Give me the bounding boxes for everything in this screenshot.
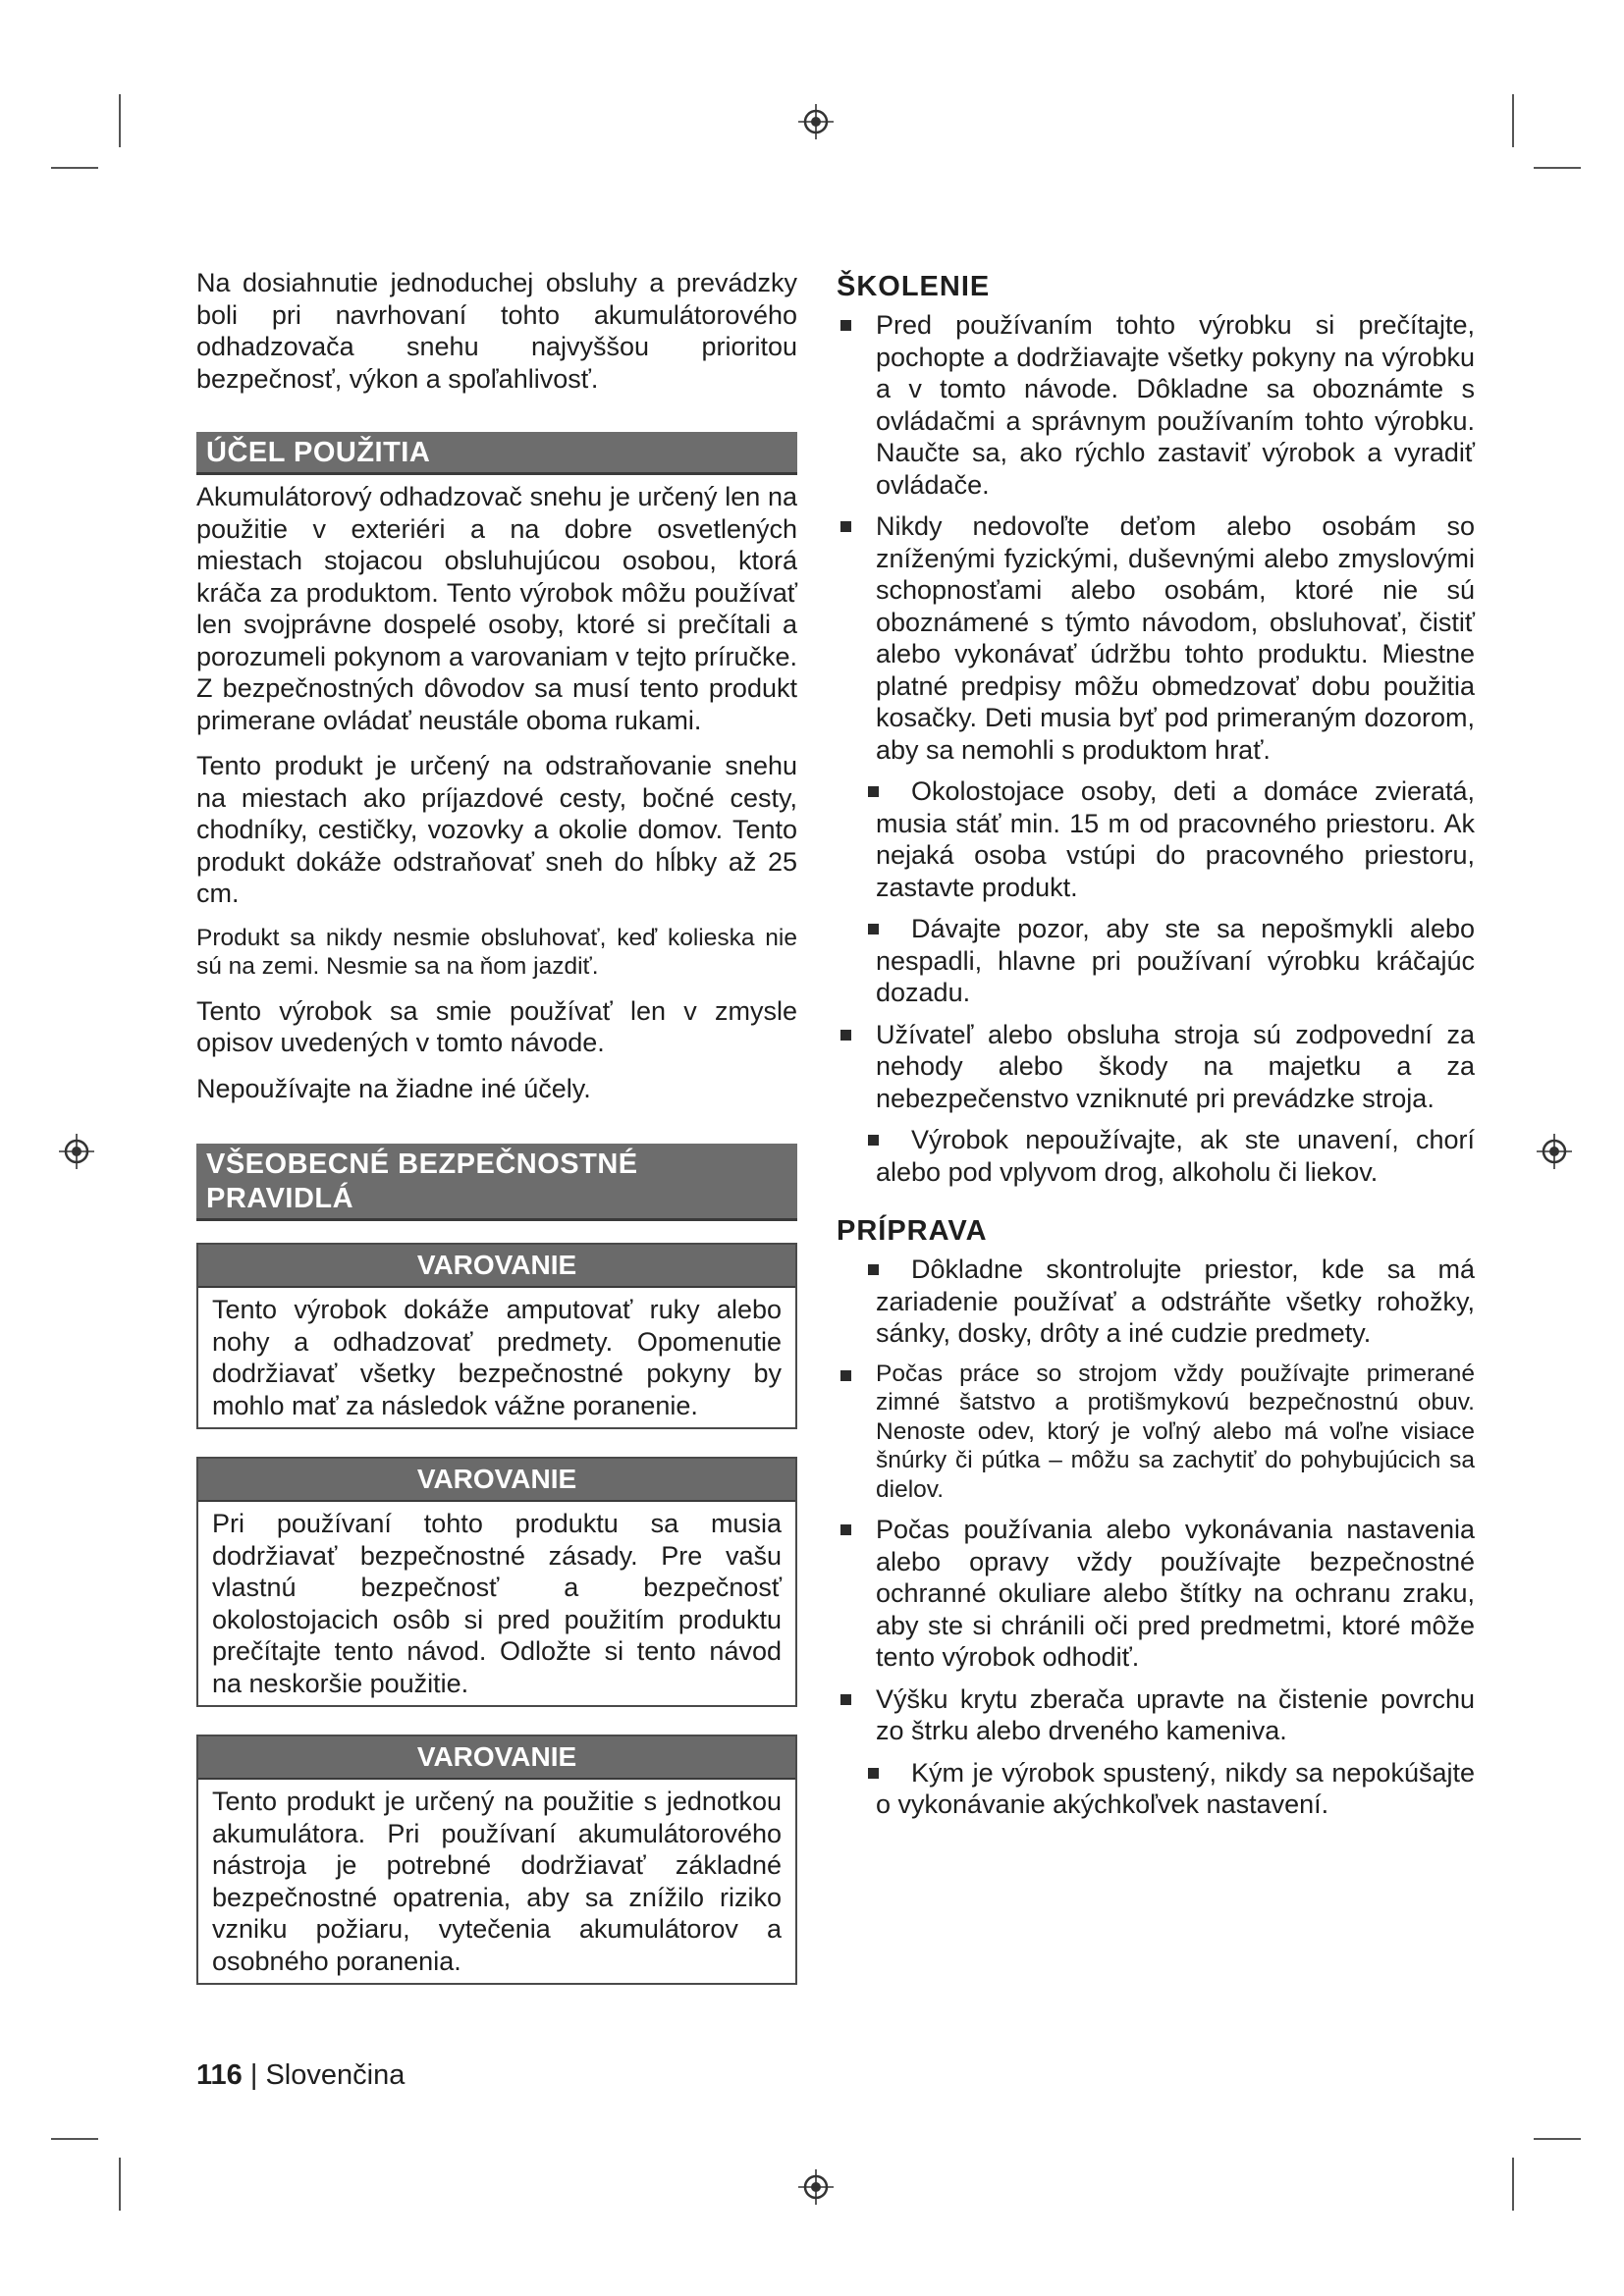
footer-separator: | (249, 2059, 258, 2091)
purpose-paragraph: Tento výrobok sa smie používať len v zmysle opisov uvedených v tomto návode. (196, 995, 797, 1057)
list-item-text: Výrobok nepoužívajte, ak ste unavení, chorí alebo pod vplyvom drog, alkoholu či liekov. (876, 1125, 1475, 1187)
crop-mark (1534, 167, 1581, 169)
page-footer (196, 2059, 405, 2092)
warning-heading: VAROVANIE (198, 1736, 795, 1780)
warning-box (196, 1457, 797, 1707)
left-column (196, 267, 797, 2012)
purpose-paragraph: Tento produkt je určený na odstraňovanie snehu na miestach ako príjazdové cesty, bočné cesty, chodníky, cestičky, vozovky a okolie domov. Tento produkt dokáže odstraňovať sneh do hĺbky až 25 cm. (196, 751, 797, 908)
bullet-square-icon (840, 320, 851, 331)
purpose-paragraph: Nepoužívajte na žiadne iné účely. (196, 1073, 591, 1103)
registration-mark-icon (57, 1132, 96, 1171)
list-item (837, 510, 1475, 766)
list-item (837, 1514, 1475, 1674)
warning-heading: VAROVANIE (198, 1459, 795, 1502)
bullet-square-icon (868, 1135, 879, 1146)
list-item-text: Užívateľ alebo obsluha stroja sú zodpovední za nehody alebo škody na majetku a za nebezpečenstvo vzniknuté pri prevádzke stroja. (876, 1019, 1475, 1113)
page-number: 116 (196, 2059, 243, 2091)
registration-mark-icon (1535, 1132, 1574, 1171)
crop-mark (1534, 2138, 1581, 2140)
list-item (837, 1360, 1475, 1505)
list-item-text: Kým je výrobok spustený, nikdy sa nepokúšajte o vykonávanie akýchkoľvek nastavení. (876, 1757, 1475, 1819)
bullet-square-icon (840, 521, 851, 532)
registration-mark-icon (796, 102, 836, 141)
footer-language: Slovenčina (265, 2059, 406, 2091)
crop-mark (51, 167, 98, 169)
list-item (837, 1757, 1475, 1821)
list-item-text: Pred používaním tohto výrobku si prečítajte, pochopte a dodržiavajte všetky pokyny na výrobku a v tomto návode. Dôkladne sa oboznámte s ovládačmi a správnym používaním tohto výrobku. Naučte sa, ako rýchlo zastaviť výrobok a vyradiť ovládače. (876, 310, 1475, 500)
list-item (837, 1254, 1475, 1350)
warning-box (196, 1735, 797, 1985)
bullet-square-icon (868, 924, 879, 934)
list-item-text: Počas používania alebo vykonávania nastavenia alebo opravy vždy používajte bezpečnostné ochranné okuliare alebo štítky na ochranu zraku, aby ste si chránili oči pred predmetmi, ktoré môže tento výrobok odhodiť. (876, 1515, 1475, 1672)
list-item-text: Dávajte pozor, aby ste sa nepošmykli alebo nespadli, hlavne pri používaní výrobku kráčajúc dozadu. (876, 914, 1475, 1007)
list-item-text: Počas práce so strojom vždy používajte primerané zimné šatstvo a protišmykovú bezpečnostnú obuv. Nenoste odev, ktorý je voľný alebo má voľne visiace šnúrky či pútka – môžu sa zachytiť do pohybujúcich sa dielov. (876, 1360, 1475, 1503)
crop-mark (1512, 94, 1514, 147)
list-item (837, 1019, 1475, 1115)
bullet-square-icon (840, 1524, 851, 1535)
list-item-text: Výšku krytu zberača upravte na čistenie povrchu zo štrku alebo drveného kameniva. (876, 1683, 1475, 1745)
list-item-text: Nikdy nedovoľte deťom alebo osobám so zníženými fyzickými, duševnými alebo zmyslovými schopnosťami alebo osobám, ktoré nie sú oboznámené s týmto návodom, obsluhovať, čistiť alebo vykonávať údržbu tohto produktu. Miestne platné predpisy môžu obmedzovať dobu použitia kosačky. Deti musia byť pod primeraným dozorom, aby sa nemohli s produktom hrať. (876, 511, 1475, 765)
intro-paragraph: Na dosiahnutie jednoduchej obsluhy a prevádzky boli pri navrhovaní tohto akumulátorového odhadzovača snehu najvyššou prioritou bezpečnosť, výkon a spoľahlivosť. (196, 268, 797, 394)
bullet-square-icon (840, 1694, 851, 1705)
list-item-text: Dôkladne skontrolujte priestor, kde sa má zariadenie používať a odstráňte všetky rohožky, sánky, dosky, drôty a iné cudzie predmety. (876, 1255, 1475, 1348)
crop-mark (51, 2138, 98, 2140)
purpose-paragraph: Produkt sa nikdy nesmie obsluhovať, keď kolieska nie sú na zemi. Nesmie sa na ňom jazdiť. (196, 924, 797, 980)
warning-heading: VAROVANIE (198, 1245, 795, 1288)
list-item (837, 1124, 1475, 1188)
registration-mark-icon (796, 2167, 836, 2207)
warning-text: Tento výrobok dokáže amputovať ruky alebo nohy a odhadzovať predmety. Opomenutie dodržiavať všetky bezpečnostné pokyny by mohlo mať za následok vážne poranenie. (212, 1295, 782, 1420)
section-heading-purpose: ÚČEL POUŽITIA (196, 432, 797, 475)
list-item-text: Okolostojace osoby, deti a domáce zvieratá, musia stáť min. 15 m od pracovného priestoru. Ak nejaká osoba vstúpi do pracovného priestoru, zastavte produkt. (876, 776, 1475, 902)
list-item (837, 913, 1475, 1009)
section-heading-training: ŠKOLENIE (837, 271, 991, 302)
warning-box (196, 1243, 797, 1429)
bullet-square-icon (840, 1030, 851, 1041)
section-heading-preparation: PRÍPRAVA (837, 1215, 988, 1247)
purpose-paragraph: Akumulátorový odhadzovač snehu je určený len na použitie v exteriéri a na dobre osvetlených miestach stojacou obsluhujúcou osobou, ktorá kráča za produktom. Tento výrobok môžu používať len svojprávne dospelé osoby, ktoré si prečítali a porozumeli pokynom a varovaniam v tejto príručke. Z bezpečnostných dôvodov sa musí tento produkt primerane ovládať neustále oboma rukami. (196, 482, 797, 735)
crop-mark (119, 2158, 121, 2211)
crop-mark (1512, 2158, 1514, 2211)
bullet-square-icon (868, 786, 879, 797)
list-item (837, 309, 1475, 501)
bullet-square-icon (868, 1768, 879, 1779)
list-item (837, 1683, 1475, 1747)
section-heading-safety-rules: VŠEOBECNÉ BEZPEČNOSTNÉ PRAVIDLÁ (196, 1144, 797, 1221)
bullet-square-icon (840, 1370, 851, 1381)
warning-text: Pri používaní tohto produktu sa musia dodržiavať bezpečnostné zásady. Pre vašu vlastnú bezpečnosť a bezpečnosť okolostojacich osôb si pred použitím produktu prečítajte tento návod. Odložte si tento návod na neskoršie použitie. (212, 1509, 782, 1698)
list-item (837, 775, 1475, 903)
right-column (837, 267, 1475, 1831)
crop-mark (119, 94, 121, 147)
warning-text: Tento produkt je určený na použitie s jednotkou akumulátora. Pri používaní akumulátorového nástroja je potrebné dodržiavať základné bezpečnostné opatrenia, aby sa znížilo riziko vzniku požiaru, vytečenia akumulátorov a osobného poranenia. (212, 1787, 782, 1976)
bullet-square-icon (868, 1264, 879, 1275)
